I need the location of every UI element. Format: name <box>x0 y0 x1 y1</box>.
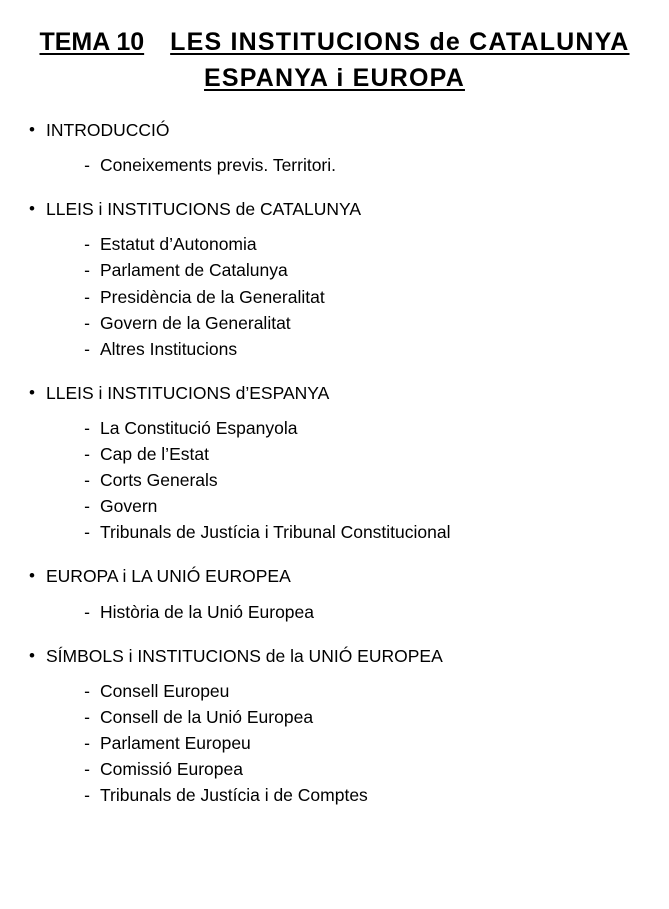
dash-icon: - <box>84 260 90 281</box>
section-heading: INTRODUCCIÓ <box>46 120 170 140</box>
dash-icon: - <box>84 312 90 333</box>
bullet-icon: • <box>29 566 35 586</box>
section-items <box>18 417 651 544</box>
list-item-label: Tribunals de Justícia i Tribunal Constitucional <box>100 522 451 543</box>
list-item-label: Govern <box>100 496 158 517</box>
dash-icon: - <box>84 470 90 491</box>
section-heading: LLEIS i INSTITUCIONS de CATALUNYA <box>46 199 362 220</box>
dash-icon: - <box>84 680 90 701</box>
section-items <box>18 601 651 624</box>
list-item-label: Coneixements previs. Territori. <box>100 155 337 176</box>
list-item <box>18 233 651 256</box>
list-item <box>18 417 651 440</box>
list-item-label: Consell Europeu <box>100 680 230 701</box>
outline-section <box>18 646 651 808</box>
list-item-label: Comissió Europea <box>100 759 243 780</box>
list-item-label: Altres Institucions <box>100 338 238 359</box>
bullet-icon: • <box>29 120 35 139</box>
section-heading: SÍMBOLS i INSTITUCIONS de la UNIÓ EUROPEA <box>46 645 443 666</box>
list-item-label: Tribunals de Justícia i de Comptes <box>100 785 368 806</box>
dash-icon: - <box>84 444 90 465</box>
section-items <box>18 680 651 807</box>
section-spacer <box>18 627 651 646</box>
dash-icon: - <box>84 706 90 727</box>
dash-icon: - <box>84 732 90 753</box>
list-item-label: Parlament de Catalunya <box>100 260 288 281</box>
list-item <box>18 784 651 807</box>
section-heading-row <box>18 120 651 140</box>
list-item-label: Corts Generals <box>100 470 218 491</box>
outline-section <box>18 566 651 645</box>
list-item-label: Història de la Unió Europea <box>100 601 315 622</box>
dash-icon: - <box>84 785 90 806</box>
outline-section <box>18 383 651 567</box>
list-item <box>18 338 651 361</box>
list-item <box>18 286 651 309</box>
title-topic-label: TEMA 10 <box>39 28 145 56</box>
dash-icon: - <box>84 338 90 359</box>
list-item-label: Presidència de la Generalitat <box>100 286 325 307</box>
list-item <box>18 758 651 781</box>
outline-list <box>18 120 651 807</box>
page-title <box>18 26 651 94</box>
list-item <box>18 154 651 177</box>
list-item <box>18 521 651 544</box>
list-item-label: Consell de la Unió Europea <box>100 706 314 727</box>
section-items <box>18 233 651 360</box>
dash-icon: - <box>84 601 90 622</box>
list-item <box>18 443 651 466</box>
section-heading: LLEIS i INSTITUCIONS d’ESPANYA <box>46 382 330 403</box>
section-heading-row <box>18 383 651 403</box>
list-item <box>18 601 651 624</box>
title-main-line-2: ESPANYA i EUROPA <box>204 64 465 92</box>
list-item-label: La Constitució Espanyola <box>100 417 298 438</box>
section-spacer <box>18 180 651 199</box>
outline-section <box>18 199 651 383</box>
dash-icon: - <box>84 234 90 255</box>
section-items <box>18 154 651 177</box>
dash-icon: - <box>84 417 90 438</box>
dash-icon: - <box>84 759 90 780</box>
list-item <box>18 469 651 492</box>
list-item <box>18 312 651 335</box>
bullet-icon: • <box>29 645 35 665</box>
list-item <box>18 706 651 729</box>
list-item <box>18 259 651 282</box>
list-item-label: Govern de la Generalitat <box>100 312 291 333</box>
section-heading-row <box>18 199 651 219</box>
list-item-label: Estatut d’Autonomia <box>100 234 257 255</box>
list-item <box>18 680 651 703</box>
list-item <box>18 495 651 518</box>
dash-icon: - <box>84 496 90 517</box>
section-spacer <box>18 547 651 566</box>
section-heading-row <box>18 646 651 666</box>
section-spacer <box>18 364 651 383</box>
bullet-icon: • <box>29 382 35 402</box>
dash-icon: - <box>84 286 90 307</box>
list-item-label: Cap de l’Estat <box>100 444 209 465</box>
section-heading: EUROPA i LA UNIÓ EUROPEA <box>46 566 291 587</box>
list-item-label: Parlament Europeu <box>100 732 251 753</box>
dash-icon: - <box>84 522 90 543</box>
outline-section <box>18 120 651 199</box>
list-item <box>18 732 651 755</box>
dash-icon: - <box>84 155 90 176</box>
bullet-icon: • <box>29 199 35 219</box>
section-heading-row <box>18 566 651 586</box>
title-main-line-1: LES INSTITUCIONS de CATALUNYA <box>170 28 630 56</box>
